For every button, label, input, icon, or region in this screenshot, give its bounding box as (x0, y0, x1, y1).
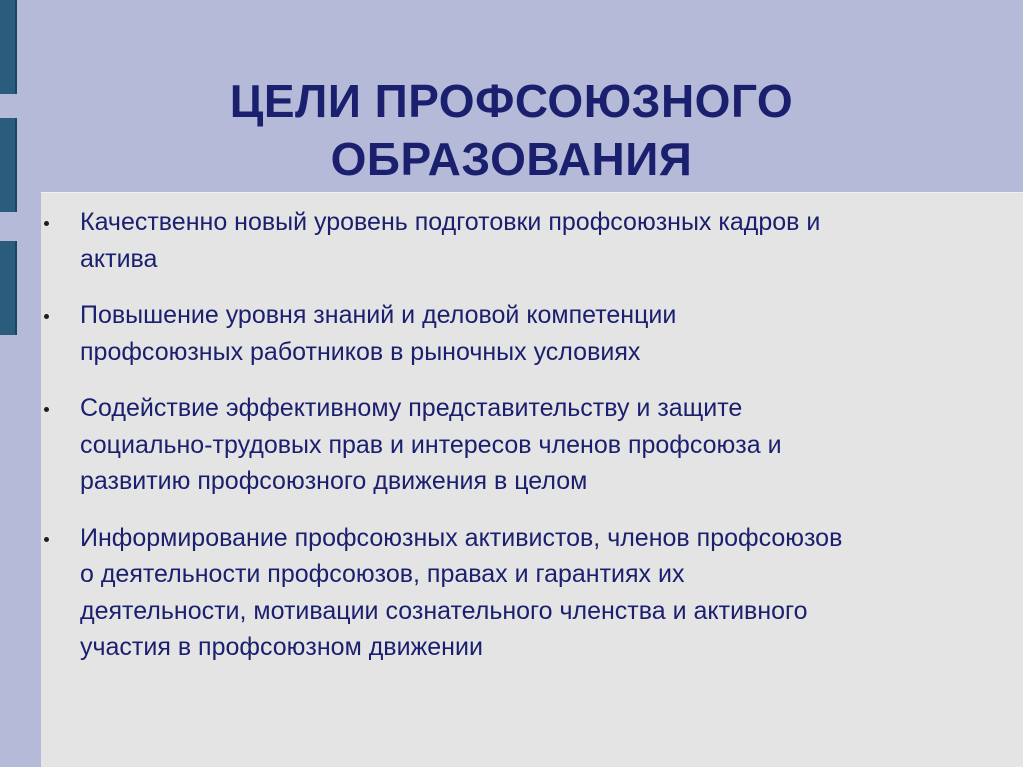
bullet-text-line: социально-трудовых прав и интересов членов профсоюза и (80, 430, 782, 459)
bullet-item-1 (41, 204, 1023, 277)
content-panel (41, 192, 1023, 767)
bullet-item-3 (41, 390, 1023, 500)
bullet-text-line: Повышение уровня знаний и деловой компетенции (80, 301, 677, 329)
bullet-text-line: деятельности, мотивации сознательного членства и активного (80, 596, 808, 625)
side-accent-bar-bottom (0, 241, 17, 335)
slide-title-line-2: ОБРАЗОВАНИЯ (330, 133, 693, 185)
bullet-dot-icon (44, 314, 49, 319)
slide-title (0, 72, 1023, 188)
bullet-text-line: Качественно новый уровень подготовки профсоюзных кадров и (80, 208, 821, 236)
bullet-item-2 (41, 297, 1023, 370)
bullet-dot-icon (44, 407, 49, 412)
bullet-text-line: Содействие эффективному представительству и защите (80, 394, 743, 422)
bullet-item-4 (41, 520, 1023, 666)
bullet-dot-icon (44, 537, 49, 542)
bullet-text-line: участия в профсоюзном движении (80, 633, 483, 661)
bullet-text-line: о деятельности профсоюзов, правах и гарантиях их (80, 560, 685, 588)
bullet-text-line: развитию профсоюзного движения в целом (80, 467, 588, 495)
bullet-text-line: актива (80, 244, 158, 273)
bullet-text-line: Информирование профсоюзных активистов, членов профсоюзов (80, 523, 843, 552)
slide-title-line-1: ЦЕЛИ ПРОФСОЮЗНОГО (229, 75, 794, 127)
bullet-list (41, 204, 1023, 686)
bullet-dot-icon (44, 221, 49, 226)
bullet-text-line: профсоюзных работников в рыночных условиях (80, 337, 641, 366)
